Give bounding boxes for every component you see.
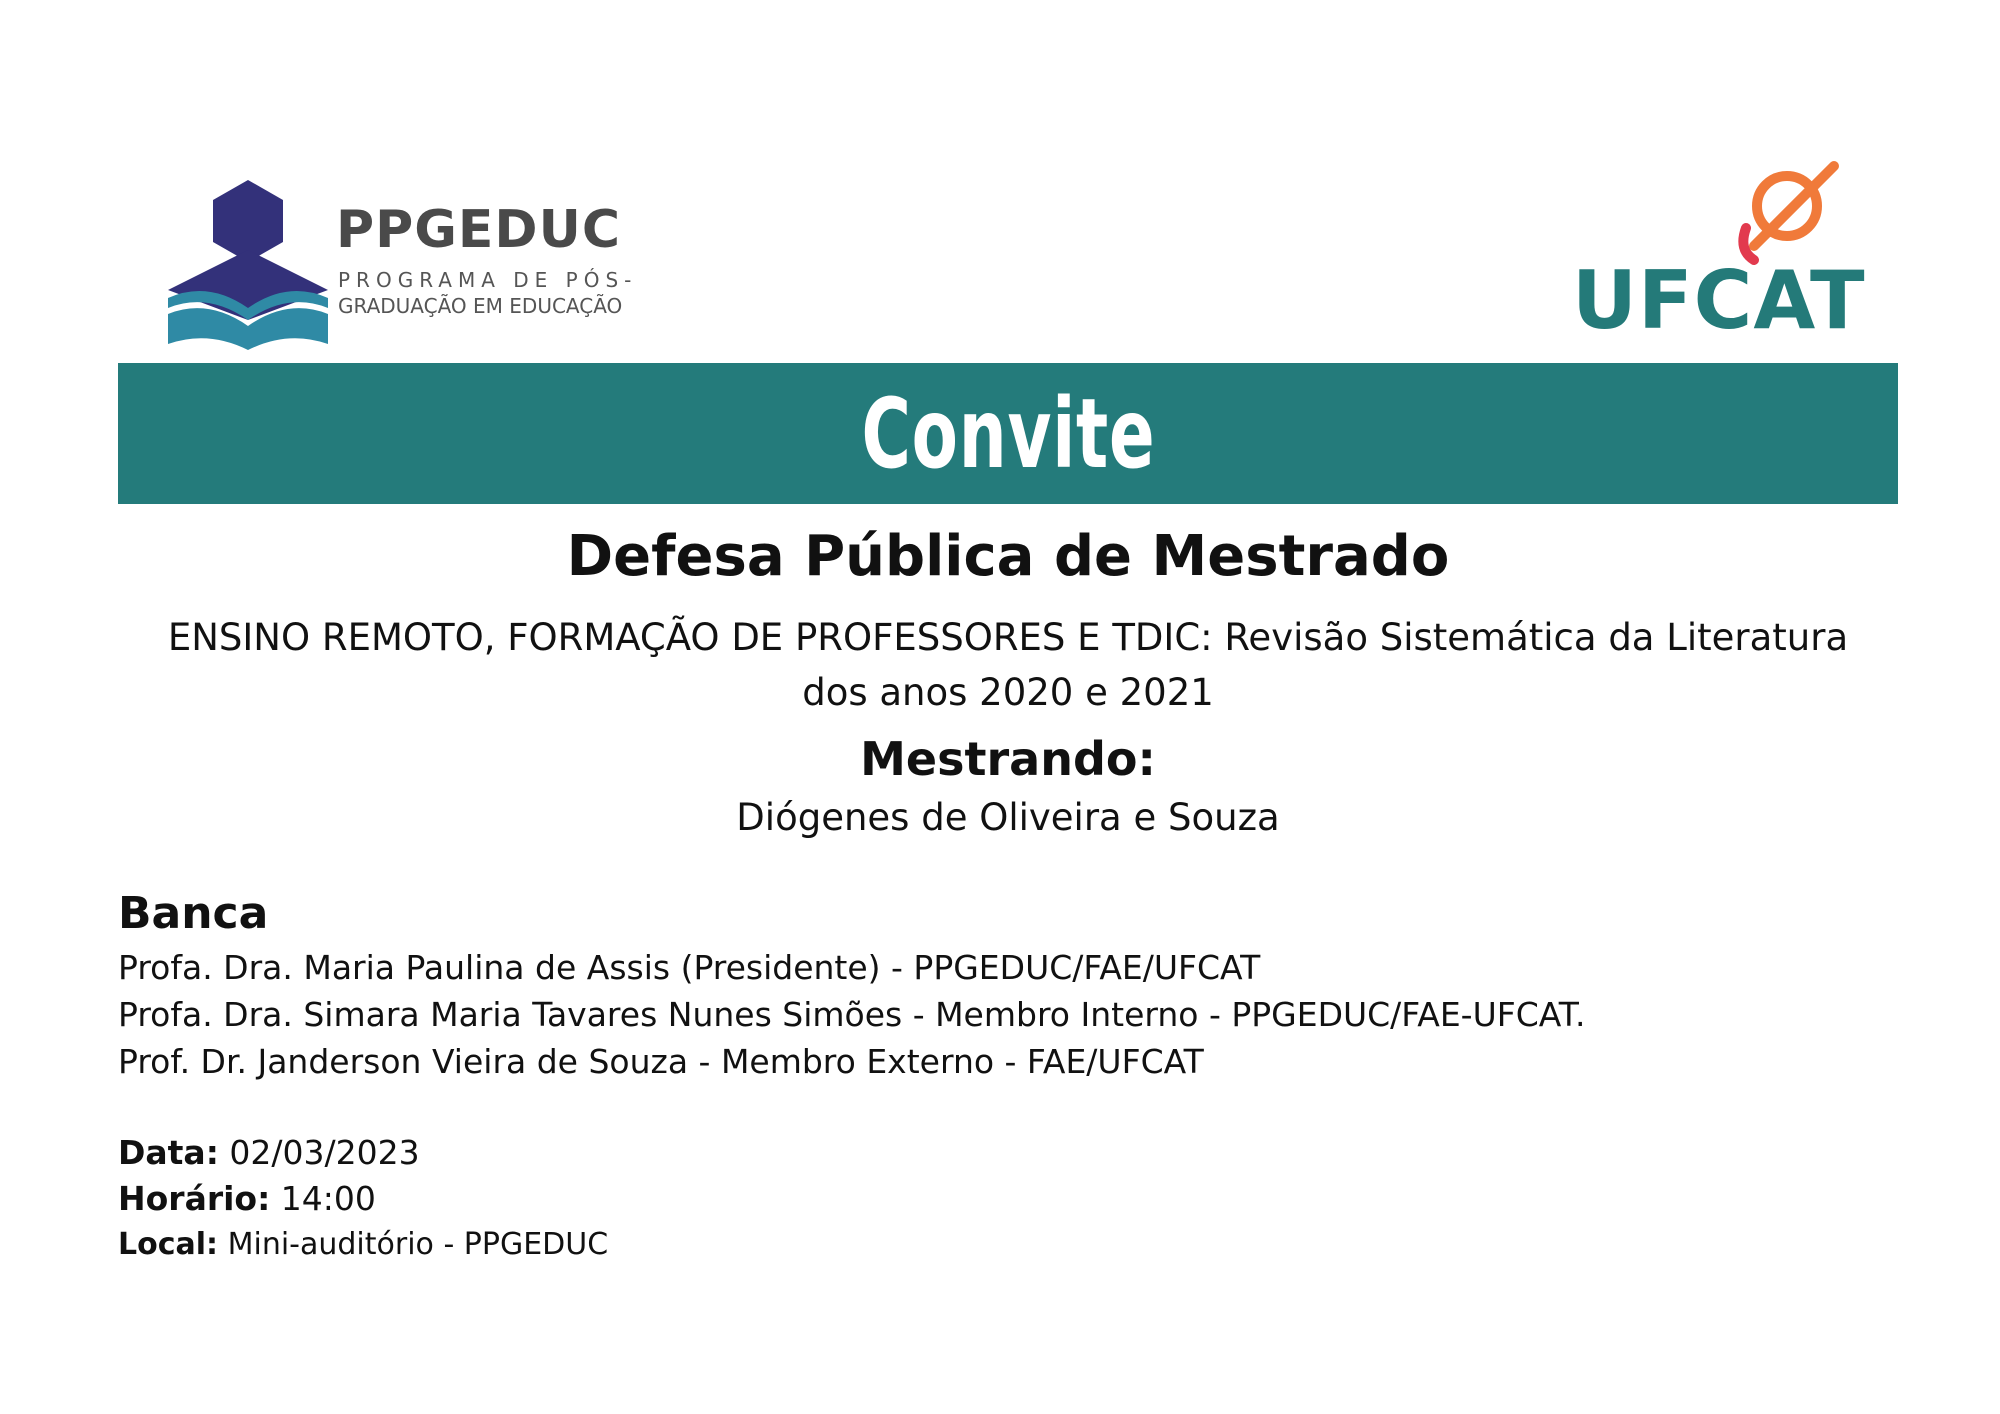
ppgeduc-book-icon bbox=[168, 180, 328, 350]
ppgeduc-acronym: PPGEDUC bbox=[336, 200, 621, 260]
student-name: Diógenes de Oliveira e Souza bbox=[736, 796, 1280, 839]
title-banner bbox=[118, 363, 1898, 504]
ufcat-wordmark: UFCAT bbox=[1572, 254, 1866, 347]
student-label: Mestrando: bbox=[860, 732, 1156, 786]
banner-title: Convite bbox=[860, 377, 1156, 490]
event-details bbox=[118, 1130, 608, 1268]
time-row bbox=[118, 1176, 608, 1222]
place-label: Local: bbox=[118, 1227, 219, 1262]
event-heading: Defesa Pública de Mestrado bbox=[566, 524, 1450, 589]
banca-member: Profa. Dra. Maria Paulina de Assis (Presidente) - PPGEDUC/FAE/UFCAT bbox=[118, 948, 1261, 987]
ufcat-emblem-icon bbox=[1732, 158, 1842, 268]
thesis-title-line-2: dos anos 2020 e 2021 bbox=[802, 671, 1214, 714]
ppgeduc-subtitle-2: GRADUAÇÃO EM EDUCAÇÃO bbox=[338, 294, 623, 318]
thesis-title-line-1: ENSINO REMOTO, FORMAÇÃO DE PROFESSORES E TDIC: Revisão Sistemática da Literatura bbox=[167, 616, 1849, 659]
ppgeduc-logo bbox=[168, 168, 658, 360]
banca-member: Profa. Dra. Simara Maria Tavares Nunes Simões - Membro Interno - PPGEDUC/FAE-UFCAT. bbox=[118, 995, 1586, 1034]
place-row bbox=[118, 1222, 608, 1268]
banca-member: Prof. Dr. Janderson Vieira de Souza - Membro Externo - FAE/UFCAT bbox=[118, 1042, 1204, 1081]
date-value: 02/03/2023 bbox=[229, 1133, 420, 1172]
ppgeduc-subtitle-1: PROGRAMA DE PÓS- bbox=[338, 268, 638, 292]
time-value: 14:00 bbox=[280, 1179, 376, 1218]
ufcat-logo bbox=[1572, 158, 1866, 347]
time-label: Horário: bbox=[118, 1179, 271, 1218]
date-label: Data: bbox=[118, 1133, 219, 1172]
banca-title: Banca bbox=[118, 888, 269, 939]
banca-list bbox=[118, 944, 1586, 1085]
place-value: Mini-auditório - PPGEDUC bbox=[227, 1227, 609, 1262]
date-row bbox=[118, 1130, 608, 1176]
thesis-title bbox=[118, 610, 1898, 720]
